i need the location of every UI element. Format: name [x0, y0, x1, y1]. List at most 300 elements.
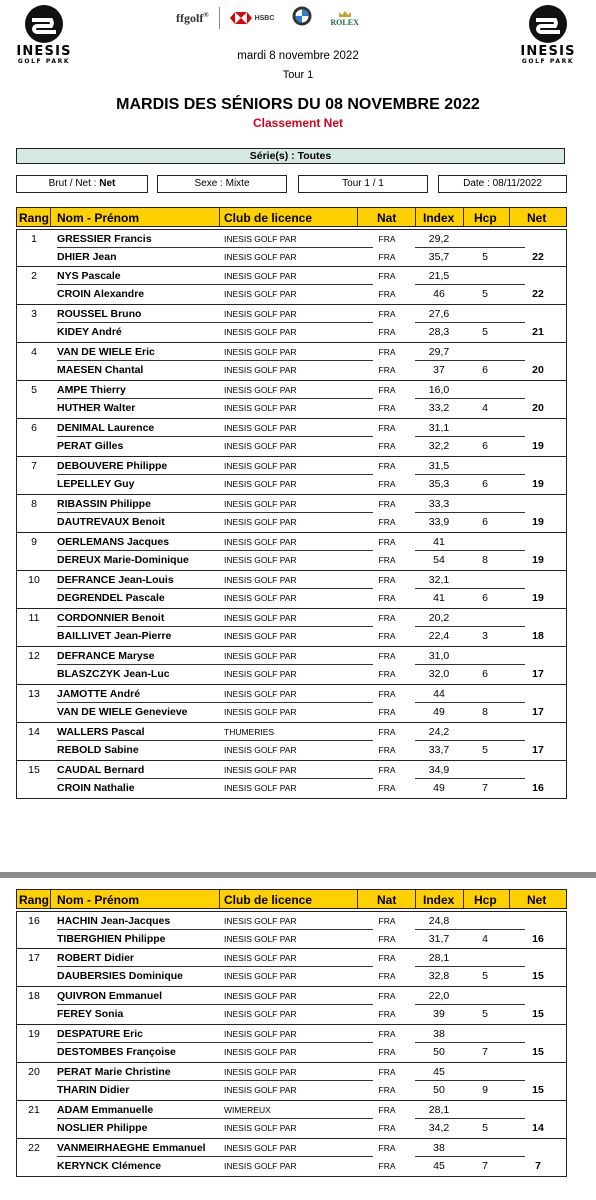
- club-cell: INESIS GOLF PAR: [224, 783, 297, 793]
- club-cell: INESIS GOLF PAR: [224, 517, 297, 527]
- player-name: KERYNCK Clémence: [57, 1160, 162, 1172]
- table-row: [17, 419, 566, 437]
- player-name: ROBERT Didier: [57, 952, 135, 964]
- player-name: DEREUX Marie-Dominique: [57, 554, 189, 566]
- hcp-cell: 5: [482, 326, 488, 338]
- table-row: [17, 381, 566, 399]
- hcp-cell: 4: [482, 402, 488, 414]
- index-cell: 24,2: [428, 726, 450, 738]
- results-table-2: [16, 889, 567, 1177]
- table-row: [17, 1101, 566, 1119]
- index-cell: 45: [433, 1160, 445, 1172]
- nat-cell: FRA: [378, 613, 396, 623]
- club-cell: THUMERIES: [224, 727, 275, 737]
- club-cell: INESIS GOLF PAR: [224, 1085, 297, 1095]
- player-name: DENIMAL Laurence: [57, 422, 155, 434]
- inesis-ball-icon: [528, 4, 568, 44]
- nat-cell: FRA: [378, 441, 396, 451]
- player-name: DEFRANCE Maryse: [57, 650, 155, 662]
- index-cell: 32,2: [428, 440, 450, 452]
- col-hcp: Hcp: [474, 893, 497, 907]
- table-row: [17, 1063, 566, 1081]
- net-cell: 17: [532, 744, 544, 756]
- team-entry: [16, 571, 567, 609]
- hcp-cell: 9: [482, 1084, 488, 1096]
- table-row: [17, 475, 566, 493]
- player-name: TIBERGHIEN Philippe: [57, 933, 166, 945]
- club-cell: INESIS GOLF PAR: [224, 593, 297, 603]
- table-row: [17, 551, 566, 569]
- player-name: MAESEN Chantal: [57, 364, 144, 376]
- net-cell: 15: [532, 1046, 544, 1058]
- index-cell: 34,2: [428, 1122, 450, 1134]
- table-row: [17, 609, 566, 627]
- table-row: [17, 513, 566, 531]
- player-name: DHIER Jean: [57, 251, 117, 263]
- club-cell: INESIS GOLF PAR: [224, 365, 297, 375]
- col-net: Net: [527, 211, 547, 225]
- rang-cell: 12: [28, 650, 40, 662]
- player-name: PERAT Gilles: [57, 440, 124, 452]
- team-entry: [16, 761, 567, 799]
- player-name: WALLERS Pascal: [57, 726, 145, 738]
- club-cell: INESIS GOLF PAR: [224, 461, 297, 471]
- brand-sub: GOLF PARK: [17, 58, 71, 65]
- index-cell: 38: [433, 1028, 445, 1040]
- team-entry: [16, 381, 567, 419]
- club-cell: WIMEREUX: [224, 1105, 271, 1115]
- team-entry: [16, 229, 567, 267]
- page-separator: [0, 872, 596, 878]
- player-name: BAILLIVET Jean-Pierre: [57, 630, 172, 642]
- table-row: [17, 267, 566, 285]
- hcp-cell: 7: [482, 1046, 488, 1058]
- nat-cell: FRA: [378, 783, 396, 793]
- nat-cell: FRA: [378, 1067, 396, 1077]
- club-cell: INESIS GOLF PAR: [224, 971, 297, 981]
- club-cell: INESIS GOLF PAR: [224, 499, 297, 509]
- club-cell: INESIS GOLF PAR: [224, 1067, 297, 1077]
- net-cell: 21: [532, 326, 544, 338]
- net-cell: 17: [532, 706, 544, 718]
- index-cell: 33,3: [428, 498, 450, 510]
- team-entry: [16, 723, 567, 761]
- club-cell: INESIS GOLF PAR: [224, 651, 297, 661]
- table-row: [17, 285, 566, 303]
- table-row: [17, 248, 566, 266]
- team-entry: [16, 949, 567, 987]
- player-name: OERLEMANS Jacques: [57, 536, 170, 548]
- net-cell: 20: [532, 402, 544, 414]
- club-cell: INESIS GOLF PAR: [224, 252, 297, 262]
- net-cell: 15: [532, 1084, 544, 1096]
- team-entry: [16, 1101, 567, 1139]
- index-cell: 31,5: [428, 460, 450, 472]
- rang-cell: 11: [28, 612, 40, 624]
- col-rang: Rang: [19, 211, 49, 225]
- nat-cell: FRA: [378, 707, 396, 717]
- net-cell: 15: [532, 970, 544, 982]
- team-entry: [16, 1063, 567, 1101]
- index-cell: 28,3: [428, 326, 450, 338]
- rang-cell: 2: [31, 270, 37, 282]
- page-title: MARDIS DES SÉNIORS DU 08 NOVEMBRE 2022: [116, 96, 480, 113]
- nat-cell: FRA: [378, 1123, 396, 1133]
- net-cell: 19: [532, 516, 544, 528]
- rang-cell: 6: [31, 422, 37, 434]
- club-cell: INESIS GOLF PAR: [224, 1123, 297, 1133]
- index-cell: 27,6: [428, 308, 450, 320]
- table-row: [17, 361, 566, 379]
- player-name: ROUSSEL Bruno: [57, 308, 142, 320]
- table-row: [17, 1119, 566, 1137]
- rolex-logo: ROLEX: [330, 10, 358, 27]
- team-entry: [16, 533, 567, 571]
- hcp-cell: 5: [482, 251, 488, 263]
- rang-cell: 19: [28, 1028, 40, 1040]
- index-cell: 29,7: [428, 346, 450, 358]
- nat-cell: FRA: [378, 953, 396, 963]
- index-cell: 46: [433, 288, 445, 300]
- rang-cell: 1: [31, 233, 37, 245]
- club-cell: INESIS GOLF PAR: [224, 423, 297, 433]
- hcp-cell: 4: [482, 933, 488, 945]
- nat-cell: FRA: [378, 689, 396, 699]
- filter-brut-net: Brut / Net : Net: [16, 175, 148, 193]
- player-name: VAN DE WIELE Genevieve: [57, 706, 188, 718]
- rang-cell: 3: [31, 308, 37, 320]
- index-cell: 35,3: [428, 478, 450, 490]
- player-name: DEFRANCE Jean-Louis: [57, 574, 174, 586]
- player-name: CROIN Nathalie: [57, 782, 135, 794]
- team-entry: [16, 1139, 567, 1177]
- club-cell: INESIS GOLF PAR: [224, 555, 297, 565]
- table-row: [17, 627, 566, 645]
- event-tour: Tour 1: [282, 69, 314, 81]
- nat-cell: FRA: [378, 669, 396, 679]
- nat-cell: FRA: [378, 651, 396, 661]
- rang-cell: 17: [28, 952, 40, 964]
- club-cell: INESIS GOLF PAR: [224, 765, 297, 775]
- index-cell: 31,1: [428, 422, 450, 434]
- nat-cell: FRA: [378, 347, 396, 357]
- index-cell: 31,7: [428, 933, 450, 945]
- table-row: [17, 685, 566, 703]
- net-cell: 15: [532, 1008, 544, 1020]
- rang-cell: 10: [28, 574, 40, 586]
- nat-cell: FRA: [378, 916, 396, 926]
- brand-name: INESIS: [16, 44, 72, 59]
- nat-cell: FRA: [378, 631, 396, 641]
- table-row: [17, 323, 566, 341]
- table-body: [16, 911, 567, 1177]
- nat-cell: FRA: [378, 1009, 396, 1019]
- club-cell: INESIS GOLF PAR: [224, 1009, 297, 1019]
- player-name: HUTHER Walter: [57, 402, 136, 414]
- club-cell: INESIS GOLF PAR: [224, 669, 297, 679]
- club-cell: INESIS GOLF PAR: [224, 403, 297, 413]
- index-cell: 49: [433, 782, 445, 794]
- hcp-cell: 8: [482, 554, 488, 566]
- club-cell: INESIS GOLF PAR: [224, 707, 297, 717]
- col-club: Club de licence: [224, 893, 313, 907]
- team-entry: [16, 685, 567, 723]
- table-row: [17, 437, 566, 455]
- index-cell: 54: [433, 554, 445, 566]
- club-cell: INESIS GOLF PAR: [224, 441, 297, 451]
- rang-cell: 5: [31, 384, 37, 396]
- net-cell: 19: [532, 554, 544, 566]
- table-row: [17, 1043, 566, 1061]
- rang-cell: 8: [31, 498, 37, 510]
- index-cell: 50: [433, 1046, 445, 1058]
- index-cell: 49: [433, 706, 445, 718]
- club-cell: INESIS GOLF PAR: [224, 745, 297, 755]
- col-hcp: Hcp: [474, 211, 497, 225]
- club-cell: INESIS GOLF PAR: [224, 537, 297, 547]
- player-name: QUIVRON Emmanuel: [57, 990, 163, 1002]
- table-row: [17, 987, 566, 1005]
- player-name: JAMOTTE André: [57, 688, 141, 700]
- table-row: [17, 1025, 566, 1043]
- nat-cell: FRA: [378, 252, 396, 262]
- rolex-crown-icon: [338, 10, 352, 18]
- nat-cell: FRA: [378, 479, 396, 489]
- page-subtitle: Classement Net: [252, 116, 344, 130]
- player-name: VAN DE WIELE Eric: [57, 346, 155, 358]
- table-row: [17, 589, 566, 607]
- table-header: [16, 207, 567, 227]
- club-cell: INESIS GOLF PAR: [224, 916, 297, 926]
- table-row: [17, 230, 566, 248]
- index-cell: 20,2: [428, 612, 450, 624]
- nat-cell: FRA: [378, 1143, 396, 1153]
- sponsor-logos: [176, 7, 416, 29]
- nat-cell: FRA: [378, 934, 396, 944]
- index-cell: 32,0: [428, 668, 450, 680]
- club-cell: INESIS GOLF PAR: [224, 991, 297, 1001]
- index-cell: 35,7: [428, 251, 450, 263]
- net-cell: 17: [532, 668, 544, 680]
- player-name: CORDONNIER Benoit: [57, 612, 165, 624]
- index-cell: 29,2: [428, 233, 450, 245]
- net-cell: 22: [532, 251, 544, 263]
- player-name: BLASZCZYK Jean-Luc: [57, 668, 170, 680]
- hcp-cell: 5: [482, 1008, 488, 1020]
- team-entry: [16, 911, 567, 949]
- table-row: [17, 761, 566, 779]
- team-entry: [16, 457, 567, 495]
- net-cell: 7: [535, 1160, 541, 1172]
- team-entry: [16, 609, 567, 647]
- net-cell: 22: [532, 288, 544, 300]
- nat-cell: FRA: [378, 537, 396, 547]
- index-cell: 39: [433, 1008, 445, 1020]
- team-entry: [16, 495, 567, 533]
- club-cell: INESIS GOLF PAR: [224, 613, 297, 623]
- player-name: KIDEY André: [57, 326, 122, 338]
- nat-cell: FRA: [378, 1105, 396, 1115]
- col-nom: Nom - Prénom: [57, 211, 140, 225]
- nat-cell: FRA: [378, 499, 396, 509]
- nat-cell: FRA: [378, 727, 396, 737]
- event-date: mardi 8 novembre 2022: [237, 50, 359, 62]
- club-cell: INESIS GOLF PAR: [224, 234, 297, 244]
- nat-cell: FRA: [378, 1047, 396, 1057]
- nat-cell: FRA: [378, 745, 396, 755]
- hcp-cell: 5: [482, 970, 488, 982]
- net-cell: 16: [532, 782, 544, 794]
- player-name: DESPATURE Eric: [57, 1028, 143, 1040]
- brand-sub: GOLF PARK: [521, 58, 575, 65]
- table-row: [17, 457, 566, 475]
- filter-sexe: Sexe : Mixte: [157, 175, 287, 193]
- club-cell: INESIS GOLF PAR: [224, 575, 297, 585]
- hcp-cell: 6: [482, 592, 488, 604]
- nat-cell: FRA: [378, 575, 396, 585]
- rang-cell: 21: [28, 1104, 40, 1116]
- club-cell: INESIS GOLF PAR: [224, 934, 297, 944]
- hcp-cell: 3: [482, 630, 488, 642]
- table-row: [17, 930, 566, 948]
- col-club: Club de licence: [224, 211, 313, 225]
- table-row: [17, 949, 566, 967]
- nat-cell: FRA: [378, 271, 396, 281]
- team-entry: [16, 647, 567, 685]
- nat-cell: FRA: [378, 517, 396, 527]
- col-nat: Nat: [377, 893, 397, 907]
- hsbc-logo: HSBC: [230, 12, 275, 24]
- player-name: DEGRENDEL Pascale: [57, 592, 165, 604]
- index-cell: 16,0: [428, 384, 450, 396]
- table-row: [17, 703, 566, 721]
- nat-cell: FRA: [378, 593, 396, 603]
- filter-tour: Tour 1 / 1: [298, 175, 428, 193]
- nat-cell: FRA: [378, 1085, 396, 1095]
- nat-cell: FRA: [378, 765, 396, 775]
- player-name: NOSLIER Philippe: [57, 1122, 148, 1134]
- table-row: [17, 665, 566, 683]
- rang-cell: 15: [28, 764, 40, 776]
- table-row: [17, 495, 566, 513]
- player-name: THARIN Didier: [57, 1084, 130, 1096]
- nat-cell: FRA: [378, 309, 396, 319]
- table-row: [17, 1157, 566, 1175]
- table-header: [16, 889, 567, 909]
- player-name: PERAT Marie Christine: [57, 1066, 171, 1078]
- player-name: DAUBERSIES Dominique: [57, 970, 184, 982]
- rang-cell: 14: [28, 726, 40, 738]
- player-name: DESTOMBES Françoise: [57, 1046, 176, 1058]
- club-cell: INESIS GOLF PAR: [224, 327, 297, 337]
- rang-cell: 9: [31, 536, 37, 548]
- table-row: [17, 571, 566, 589]
- index-cell: 28,1: [428, 952, 450, 964]
- index-cell: 44: [433, 688, 445, 700]
- player-name: NYS Pascale: [57, 270, 121, 282]
- table-row: [17, 912, 566, 930]
- table-body: [16, 229, 567, 799]
- net-cell: 19: [532, 440, 544, 452]
- nat-cell: FRA: [378, 1029, 396, 1039]
- index-cell: 32,1: [428, 574, 450, 586]
- index-cell: 24,8: [428, 915, 450, 927]
- index-cell: 50: [433, 1084, 445, 1096]
- net-cell: 14: [532, 1122, 544, 1134]
- club-cell: INESIS GOLF PAR: [224, 1161, 297, 1171]
- table-row: [17, 399, 566, 417]
- nat-cell: FRA: [378, 423, 396, 433]
- index-cell: 33,7: [428, 744, 450, 756]
- table-row: [17, 967, 566, 985]
- club-cell: INESIS GOLF PAR: [224, 309, 297, 319]
- player-name: RIBASSIN Philippe: [57, 498, 151, 510]
- table-row: [17, 1081, 566, 1099]
- club-cell: INESIS GOLF PAR: [224, 689, 297, 699]
- club-cell: INESIS GOLF PAR: [224, 953, 297, 963]
- hcp-cell: 6: [482, 478, 488, 490]
- club-cell: INESIS GOLF PAR: [224, 1047, 297, 1057]
- index-cell: 38: [433, 1142, 445, 1154]
- club-cell: INESIS GOLF PAR: [224, 385, 297, 395]
- rang-cell: 7: [31, 460, 37, 472]
- club-cell: INESIS GOLF PAR: [224, 631, 297, 641]
- hcp-cell: 6: [482, 668, 488, 680]
- index-cell: 28,1: [428, 1104, 450, 1116]
- player-name: HACHIN Jean-Jacques: [57, 915, 171, 927]
- nat-cell: FRA: [378, 365, 396, 375]
- hcp-cell: 7: [482, 782, 488, 794]
- col-index: Index: [423, 211, 455, 225]
- team-entry: [16, 1025, 567, 1063]
- table-row: [17, 647, 566, 665]
- player-name: GRESSIER Francis: [57, 233, 152, 245]
- net-cell: 19: [532, 592, 544, 604]
- brand-name: INESIS: [520, 44, 576, 59]
- table-row: [17, 305, 566, 323]
- hcp-cell: 5: [482, 288, 488, 300]
- rang-cell: 4: [31, 346, 37, 358]
- hcp-cell: 6: [482, 440, 488, 452]
- club-cell: INESIS GOLF PAR: [224, 479, 297, 489]
- net-cell: 16: [532, 933, 544, 945]
- club-cell: INESIS GOLF PAR: [224, 347, 297, 357]
- team-entry: [16, 267, 567, 305]
- nat-cell: FRA: [378, 555, 396, 565]
- filter-date: Date : 08/11/2022: [438, 175, 567, 193]
- nat-cell: FRA: [378, 971, 396, 981]
- player-name: LEPELLEY Guy: [57, 478, 135, 490]
- index-cell: 37: [433, 364, 445, 376]
- rang-cell: 13: [28, 688, 40, 700]
- club-cell: INESIS GOLF PAR: [224, 289, 297, 299]
- table-row: [17, 343, 566, 361]
- nat-cell: FRA: [378, 327, 396, 337]
- table-row: [17, 723, 566, 741]
- hcp-cell: 5: [482, 744, 488, 756]
- player-name: ADAM Emmanuelle: [57, 1104, 154, 1116]
- hcp-cell: 8: [482, 706, 488, 718]
- net-cell: 20: [532, 364, 544, 376]
- index-cell: 22,4: [428, 630, 450, 642]
- rang-cell: 22: [28, 1142, 40, 1154]
- index-cell: 41: [433, 536, 445, 548]
- rang-cell: 18: [28, 990, 40, 1002]
- hcp-cell: 6: [482, 516, 488, 528]
- col-index: Index: [423, 893, 455, 907]
- nat-cell: FRA: [378, 385, 396, 395]
- nat-cell: FRA: [378, 1161, 396, 1171]
